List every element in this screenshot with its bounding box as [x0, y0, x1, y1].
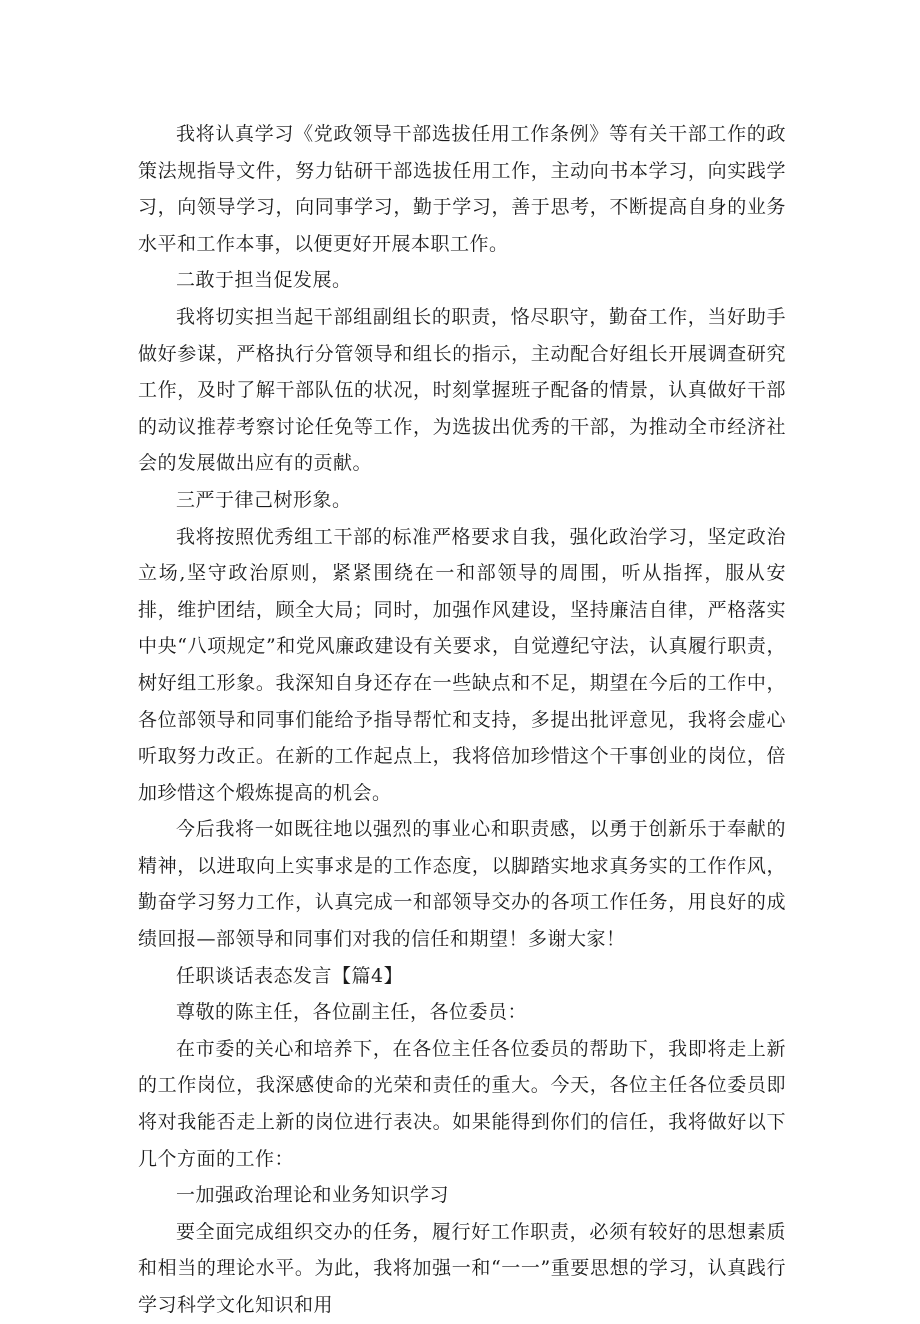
paragraph-introduction: 在市委的关心和培养下，在各位主任各位委员的帮助下，我即将走上新的工作岗位，我深感使命的光荣和责任的重大。今天，各位主任各位委员即将对我能否走上新的岗位进行表决。如果能得到你们的信任，我将做好以下几个方面的工作： — [138, 1037, 786, 1170]
paragraph-self-discipline: 我将按照优秀组工干部的标准严格要求自我，强化政治学习，坚定政治立场,坚守政治原则，紧紧围绕在一和部领导的周围，听从指挥，服从安排，维护团结，顾全大局；同时，加强作风建设，坚持廉洁自律，严格落实中央“八项规定”和党风廉政建设有关要求，自觉遵纪守法，认真履行职责，树好组工形象。我深知自身还存在一些缺点和不足，期望在今后的工作中，各位部领导和同事们能给予指导帮忙和支持，多提出批评意见，我将会虚心听取努力改正。在新的工作起点上，我将倍加珍惜这个干事创业的岗位，倍加珍惜这个煅炼提高的机会。 — [138, 525, 786, 804]
heading-three-self-discipline: 三严于律己树形象。 — [176, 488, 352, 511]
document-body — [138, 116, 786, 1324]
section-title-part-4: 任职谈话表态发言【篇4】 — [176, 964, 404, 987]
heading-two-responsibility: 二敢于担当促发展。 — [176, 269, 352, 292]
paragraph-responsibility: 我将切实担当起干部组副组长的职责，恪尽职守，勤奋工作，当好助手做好参谋，严格执行分管领导和组长的指示，主动配合好组长开展调查研究工作，及时了解干部队伍的状况，时刻掌握班子配备的情景，认真做好干部的动议推荐考察讨论任免等工作，为选拔出优秀的干部，为推动全市经济社会的发展做出应有的贡献。 — [138, 305, 786, 475]
paragraph-study: 我将认真学习《党政领导干部选拔任用工作条例》等有关干部工作的政策法规指导文件，努力钻研干部选拔任用工作，主动向书本学习，向实践学习，向领导学习，向同事学习，勤于学习，善于思考，不断提高自身的业务水平和工作本事，以便更好开展本职工作。 — [138, 123, 786, 255]
salutation: 尊敬的陈主任，各位副主任，各位委员： — [176, 1001, 528, 1024]
paragraph-political-study: 要全面完成组织交办的任务，履行好工作职责，必须有较好的思想素质和相当的理论水平。为此，我将加强一和“一一”重要思想的学习，认真践行学习科学文化知识和用 — [138, 1220, 786, 1316]
paragraph-closing: 今后我将一如既往地以强烈的事业心和职责感，以勇于创新乐于奉献的精神，以进取向上实事求是的工作态度，以脚踏实地求真务实的工作作风，勤奋学习努力工作，认真完成一和部领导交办的各项工作任务，用良好的成绩回报—部领导和同事们对我的信任和期望！多谢大家！ — [138, 818, 786, 951]
heading-one-political-study: 一加强政治理论和业务知识学习 — [176, 1184, 450, 1207]
